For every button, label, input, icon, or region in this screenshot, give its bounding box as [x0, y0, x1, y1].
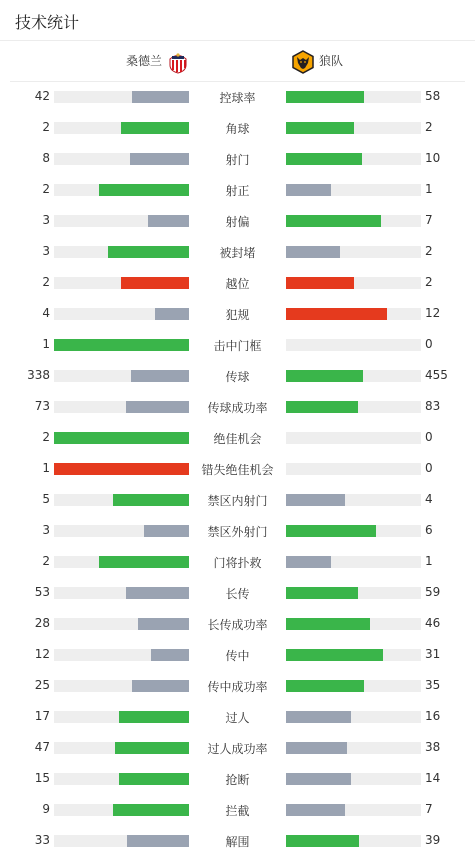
- home-stat-value: 73: [34, 399, 50, 413]
- away-stat-bar: [286, 91, 364, 103]
- home-stat-bar-track: [54, 711, 189, 723]
- stat-row: [0, 81, 475, 112]
- away-stat-bar: [286, 618, 370, 630]
- away-stat-bar: [286, 742, 347, 754]
- home-stat-bar-track: [54, 91, 189, 103]
- home-stat-bar: [54, 339, 189, 351]
- away-stat-value: 12: [425, 306, 441, 320]
- stat-label: 传球成功率: [207, 401, 268, 415]
- stat-row: [0, 236, 475, 267]
- away-stat-value: 58: [425, 89, 441, 103]
- away-stat-bar: [286, 122, 354, 134]
- home-stat-bar: [54, 463, 189, 475]
- home-stat-bar-track: [54, 277, 189, 289]
- stat-row: [0, 391, 475, 422]
- stat-row: [0, 763, 475, 794]
- home-stat-bar: [151, 649, 189, 661]
- away-stat-bar: [286, 587, 358, 599]
- home-stat-bar: [155, 308, 189, 320]
- stat-row: [0, 546, 475, 577]
- page-title: 技术统计: [15, 13, 80, 32]
- home-stat-bar: [121, 277, 189, 289]
- home-stat-value: 3: [42, 244, 50, 258]
- away-stat-bar-track: [286, 308, 421, 320]
- away-stat-value: 2: [425, 120, 433, 134]
- home-stat-value: 17: [34, 709, 50, 723]
- home-stat-value: 2: [42, 182, 50, 196]
- home-stat-bar-track: [54, 835, 189, 847]
- away-stat-bar-track: [286, 401, 421, 413]
- stat-row: [0, 298, 475, 329]
- away-stat-bar: [286, 773, 351, 785]
- home-stat-bar-track: [54, 680, 189, 692]
- away-stat-bar-track: [286, 556, 421, 568]
- home-stat-bar-track: [54, 556, 189, 568]
- away-stat-value: 4: [425, 492, 433, 506]
- home-stat-value: 28: [34, 616, 50, 630]
- away-stat-value: 31: [425, 647, 441, 661]
- home-stat-bar-track: [54, 649, 189, 661]
- stat-row: [0, 577, 475, 608]
- home-stat-bar-track: [54, 773, 189, 785]
- home-stat-bar: [99, 184, 189, 196]
- stat-row: [0, 825, 475, 856]
- stat-label: 错失绝佳机会: [201, 463, 274, 477]
- wolves-crest-icon: [291, 50, 315, 74]
- stat-row: [0, 670, 475, 701]
- away-stat-bar: [286, 401, 358, 413]
- home-stat-value: 3: [42, 213, 50, 227]
- home-stat-value: 9: [42, 802, 50, 816]
- home-stat-value: 25: [34, 678, 50, 692]
- away-stat-bar-track: [286, 122, 421, 134]
- home-stat-bar-track: [54, 184, 189, 196]
- home-stat-bar-track: [54, 401, 189, 413]
- away-stat-bar: [286, 215, 381, 227]
- home-stat-bar-track: [54, 804, 189, 816]
- home-stat-bar: [121, 122, 189, 134]
- stat-row: [0, 329, 475, 360]
- home-stat-value: 15: [34, 771, 50, 785]
- stat-row: [0, 112, 475, 143]
- home-stat-bar-track: [54, 370, 189, 382]
- away-stat-value: 39: [425, 833, 441, 847]
- away-stat-value: 2: [425, 275, 433, 289]
- away-stat-value: 0: [425, 430, 433, 444]
- away-stat-value: 455: [425, 368, 448, 382]
- away-stat-bar-track: [286, 463, 421, 475]
- home-stat-value: 8: [42, 151, 50, 165]
- home-stat-bar: [148, 215, 189, 227]
- home-stat-bar: [132, 680, 189, 692]
- away-stat-value: 1: [425, 554, 433, 568]
- away-stat-bar: [286, 153, 362, 165]
- away-stat-bar: [286, 711, 351, 723]
- away-stat-bar: [286, 246, 340, 258]
- away-stat-bar-track: [286, 153, 421, 165]
- home-stat-bar-track: [54, 463, 189, 475]
- stat-label: 解围: [225, 835, 250, 849]
- home-stat-bar-track: [54, 525, 189, 537]
- stat-label: 射门: [225, 153, 250, 167]
- away-stat-value: 10: [425, 151, 441, 165]
- away-stat-value: 0: [425, 337, 433, 351]
- away-stat-value: 59: [425, 585, 441, 599]
- stat-label: 射偏: [225, 215, 250, 229]
- away-stat-bar: [286, 308, 387, 320]
- stat-label: 过人成功率: [207, 742, 268, 756]
- stat-row: [0, 205, 475, 236]
- stat-label: 击中门框: [213, 339, 262, 353]
- away-stat-bar-track: [286, 587, 421, 599]
- stats-list: [0, 81, 475, 856]
- home-stat-value: 2: [42, 554, 50, 568]
- home-stat-value: 12: [34, 647, 50, 661]
- away-stat-value: 2: [425, 244, 433, 258]
- away-stat-value: 1: [425, 182, 433, 196]
- home-stat-bar: [144, 525, 189, 537]
- stat-label: 长传成功率: [207, 618, 268, 632]
- away-stat-bar-track: [286, 277, 421, 289]
- home-stat-value: 1: [42, 461, 50, 475]
- away-stat-bar: [286, 184, 331, 196]
- home-stat-bar-track: [54, 153, 189, 165]
- home-stat-bar-track: [54, 308, 189, 320]
- away-stat-value: 14: [425, 771, 441, 785]
- stat-row: [0, 360, 475, 391]
- away-stat-bar-track: [286, 804, 421, 816]
- home-stat-value: 5: [42, 492, 50, 506]
- stat-row: [0, 174, 475, 205]
- stat-label: 绝佳机会: [213, 432, 262, 446]
- stat-row: [0, 143, 475, 174]
- stat-row: [0, 484, 475, 515]
- away-stat-value: 38: [425, 740, 441, 754]
- home-stat-bar-track: [54, 618, 189, 630]
- home-stat-value: 338: [27, 368, 50, 382]
- stat-label: 传中: [225, 649, 250, 663]
- away-team-name: 狼队: [319, 54, 344, 68]
- home-stat-bar-track: [54, 432, 189, 444]
- stat-row: [0, 422, 475, 453]
- away-stat-bar-track: [286, 339, 421, 351]
- home-stat-value: 33: [34, 833, 50, 847]
- away-stat-value: 6: [425, 523, 433, 537]
- teams-header: [10, 41, 465, 82]
- home-stat-value: 4: [42, 306, 50, 320]
- stat-label: 犯规: [225, 308, 250, 322]
- home-stat-bar: [108, 246, 189, 258]
- away-stat-bar: [286, 649, 383, 661]
- away-stat-value: 35: [425, 678, 441, 692]
- home-stat-bar-track: [54, 742, 189, 754]
- stat-label: 禁区内射门: [207, 494, 268, 508]
- stat-label: 抢断: [225, 773, 250, 787]
- stat-label: 被封堵: [219, 246, 256, 260]
- home-stat-bar-track: [54, 122, 189, 134]
- away-stat-bar: [286, 680, 364, 692]
- home-stat-value: 1: [42, 337, 50, 351]
- home-stat-value: 53: [34, 585, 50, 599]
- home-stat-value: 2: [42, 275, 50, 289]
- home-stat-bar: [113, 804, 189, 816]
- stat-label: 门将扑救: [213, 556, 262, 570]
- away-stat-bar-track: [286, 835, 421, 847]
- stat-row: [0, 515, 475, 546]
- away-stat-bar: [286, 277, 354, 289]
- home-stat-bar: [113, 494, 189, 506]
- home-stat-bar: [54, 432, 189, 444]
- home-stat-bar: [127, 835, 189, 847]
- away-stat-bar-track: [286, 711, 421, 723]
- stat-label: 长传: [225, 587, 250, 601]
- home-team-name: 桑德兰: [126, 54, 163, 68]
- home-stat-bar-track: [54, 246, 189, 258]
- stat-row: [0, 453, 475, 484]
- away-stat-value: 16: [425, 709, 441, 723]
- home-stat-value: 47: [34, 740, 50, 754]
- away-stat-bar: [286, 556, 331, 568]
- away-stat-bar: [286, 835, 359, 847]
- stat-label: 拦截: [225, 804, 250, 818]
- away-stat-bar-track: [286, 215, 421, 227]
- away-stat-bar-track: [286, 680, 421, 692]
- home-stat-bar: [115, 742, 189, 754]
- away-stat-value: 83: [425, 399, 441, 413]
- home-stat-bar-track: [54, 587, 189, 599]
- away-stat-bar-track: [286, 773, 421, 785]
- stat-label: 越位: [225, 277, 250, 291]
- away-stat-bar: [286, 494, 345, 506]
- stat-row: [0, 267, 475, 298]
- home-stat-bar: [126, 401, 189, 413]
- away-stat-bar: [286, 525, 376, 537]
- stat-row: [0, 701, 475, 732]
- stat-row: [0, 732, 475, 763]
- away-stat-bar-track: [286, 649, 421, 661]
- home-stat-bar: [99, 556, 189, 568]
- away-stat-bar-track: [286, 742, 421, 754]
- away-stat-value: 7: [425, 802, 433, 816]
- away-stat-value: 46: [425, 616, 441, 630]
- away-stat-bar-track: [286, 370, 421, 382]
- stat-label: 传球: [225, 370, 250, 384]
- away-stat-bar-track: [286, 525, 421, 537]
- home-stat-bar: [119, 711, 189, 723]
- home-stat-bar: [126, 587, 189, 599]
- away-stat-bar: [286, 804, 345, 816]
- stat-label: 传中成功率: [207, 680, 268, 694]
- home-stat-bar: [130, 153, 189, 165]
- stat-label: 过人: [225, 711, 250, 725]
- home-stat-value: 3: [42, 523, 50, 537]
- away-stat-value: 0: [425, 461, 433, 475]
- away-stat-value: 7: [425, 213, 433, 227]
- sunderland-crest-icon: [166, 50, 190, 74]
- away-stat-bar-track: [286, 432, 421, 444]
- home-stat-bar-track: [54, 215, 189, 227]
- away-stat-bar-track: [286, 618, 421, 630]
- home-stat-value: 2: [42, 430, 50, 444]
- home-stat-bar: [132, 91, 189, 103]
- away-stat-bar-track: [286, 184, 421, 196]
- home-stat-bar: [138, 618, 189, 630]
- home-stat-bar-track: [54, 494, 189, 506]
- stat-row: [0, 794, 475, 825]
- away-stat-bar-track: [286, 246, 421, 258]
- stat-row: [0, 608, 475, 639]
- home-stat-bar: [119, 773, 189, 785]
- home-stat-value: 2: [42, 120, 50, 134]
- stat-row: [0, 639, 475, 670]
- header-bar: [0, 0, 475, 41]
- away-stat-bar-track: [286, 91, 421, 103]
- stat-label: 射正: [225, 184, 250, 198]
- stat-label: 角球: [225, 122, 250, 136]
- stat-label: 控球率: [219, 91, 256, 105]
- home-stat-bar-track: [54, 339, 189, 351]
- home-stat-value: 42: [34, 89, 50, 103]
- home-stat-bar: [131, 370, 189, 382]
- stat-label: 禁区外射门: [207, 525, 268, 539]
- away-stat-bar: [286, 370, 363, 382]
- away-stat-bar-track: [286, 494, 421, 506]
